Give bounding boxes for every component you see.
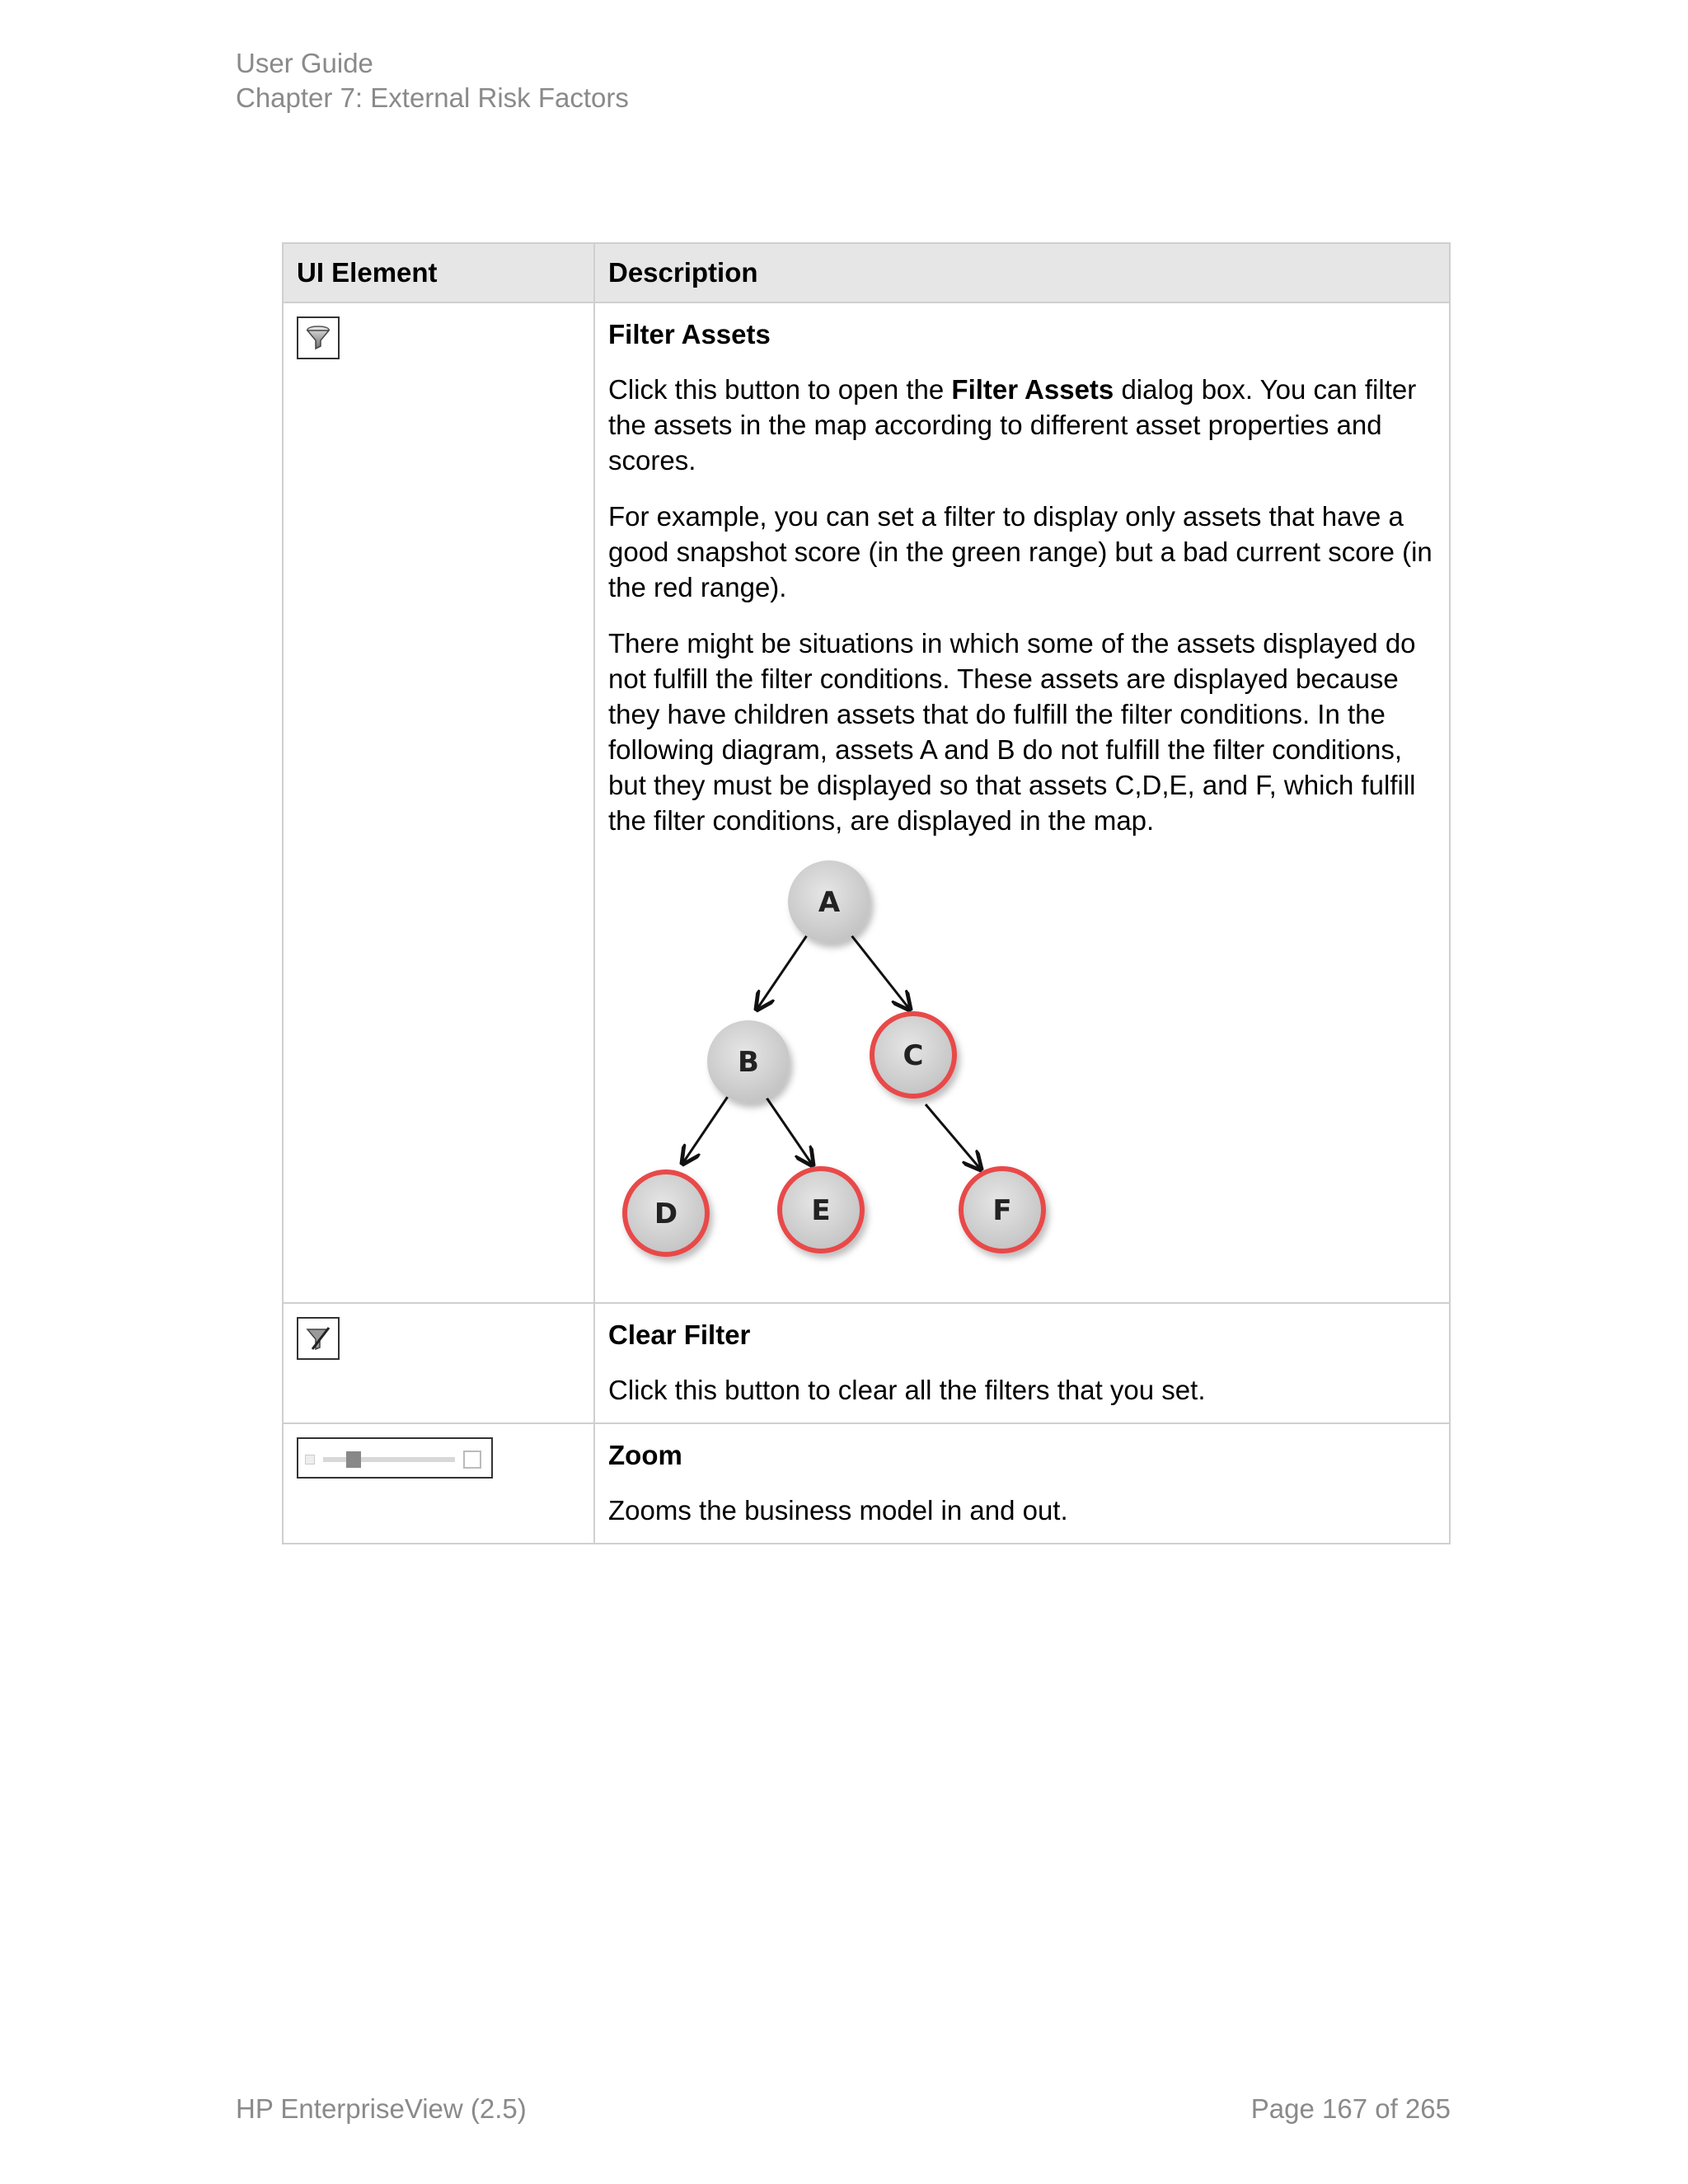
table-row xyxy=(283,1303,1450,1423)
column-header-description: Description xyxy=(594,243,1450,302)
footer-product: HP EnterpriseView (2.5) xyxy=(236,2093,527,2124)
edge-a-c xyxy=(851,935,910,1010)
table-row xyxy=(283,302,1450,1303)
ui-element-table xyxy=(282,242,1451,1544)
filter-assets-title: Filter Assets xyxy=(608,319,771,349)
zoom-title: Zoom xyxy=(608,1440,682,1470)
description-cell xyxy=(594,1423,1450,1544)
node-a-label: A xyxy=(818,886,841,919)
table-row xyxy=(283,1423,1450,1544)
node-f-label: F xyxy=(992,1194,1012,1227)
node-d-label: D xyxy=(654,1197,678,1230)
header-chapter-title: Chapter 7: External Risk Factors xyxy=(236,82,629,113)
node-d xyxy=(625,1172,707,1254)
asset-tree-svg xyxy=(608,859,1070,1287)
header-doc-title: User Guide xyxy=(236,48,373,78)
zoom-thumb[interactable] xyxy=(346,1451,361,1468)
zoom-track[interactable] xyxy=(323,1457,455,1462)
zoom-slider[interactable] xyxy=(297,1437,493,1479)
clear-filter-description: Click this button to clear all the filters that you set. xyxy=(608,1375,1206,1405)
description-cell xyxy=(594,302,1450,1303)
filter-funnel-icon xyxy=(304,324,332,352)
node-f xyxy=(961,1169,1043,1251)
ui-element-cell xyxy=(283,302,594,1303)
edge-c-f xyxy=(926,1104,981,1169)
zoom-out-icon[interactable] xyxy=(305,1455,315,1465)
table-header-row xyxy=(283,243,1450,302)
clear-filter-title: Clear Filter xyxy=(608,1319,751,1350)
node-e xyxy=(780,1169,862,1251)
column-header-ui-element: UI Element xyxy=(283,243,594,302)
filter-assets-desc-text: Click this button to open the xyxy=(608,374,952,405)
clear-filter-icon xyxy=(304,1324,332,1352)
edge-a-b xyxy=(757,935,807,1010)
node-e-label: E xyxy=(811,1194,831,1227)
zoom-in-icon[interactable] xyxy=(463,1451,481,1469)
node-a xyxy=(788,860,870,943)
node-b xyxy=(707,1020,790,1103)
filter-assets-desc-text-end: dialog box. You can filter the assets in the map according to different asset properties and scores. xyxy=(608,374,1417,476)
ui-element-cell xyxy=(283,1423,594,1544)
zoom-description: Zooms the business model in and out. xyxy=(608,1495,1068,1526)
filter-assets-desc-bold: Filter Assets xyxy=(951,374,1114,405)
ui-element-cell xyxy=(283,1303,594,1423)
node-c xyxy=(872,1014,954,1096)
clear-filter-button[interactable] xyxy=(297,1317,340,1360)
asset-tree-diagram xyxy=(608,859,1436,1287)
node-b-label: B xyxy=(738,1046,759,1079)
footer-page-number: Page 167 of 265 xyxy=(1250,2093,1451,2124)
node-c-label: C xyxy=(903,1039,924,1072)
filter-example-paragraph: For example, you can set a filter to display only assets that have a good snapshot score (in the green range) but a bad current score (in the red range). xyxy=(608,501,1432,602)
edge-b-e xyxy=(765,1095,813,1165)
filter-situations-paragraph: There might be situations in which some of the assets displayed do not fulfill the filter conditions. These assets are displayed because they have children assets that do fulfill the filter conditions. In the following diagram, assets A and B do not fulfill the filter conditions, but they must be displayed so that assets C,D,E, and F, which fulfill the filter conditions, are displayed in the map. xyxy=(608,628,1416,836)
filter-assets-button[interactable] xyxy=(297,316,340,359)
edge-b-d xyxy=(682,1095,729,1164)
description-cell xyxy=(594,1303,1450,1423)
page-header xyxy=(236,46,629,115)
filter-assets-description xyxy=(608,372,1436,478)
